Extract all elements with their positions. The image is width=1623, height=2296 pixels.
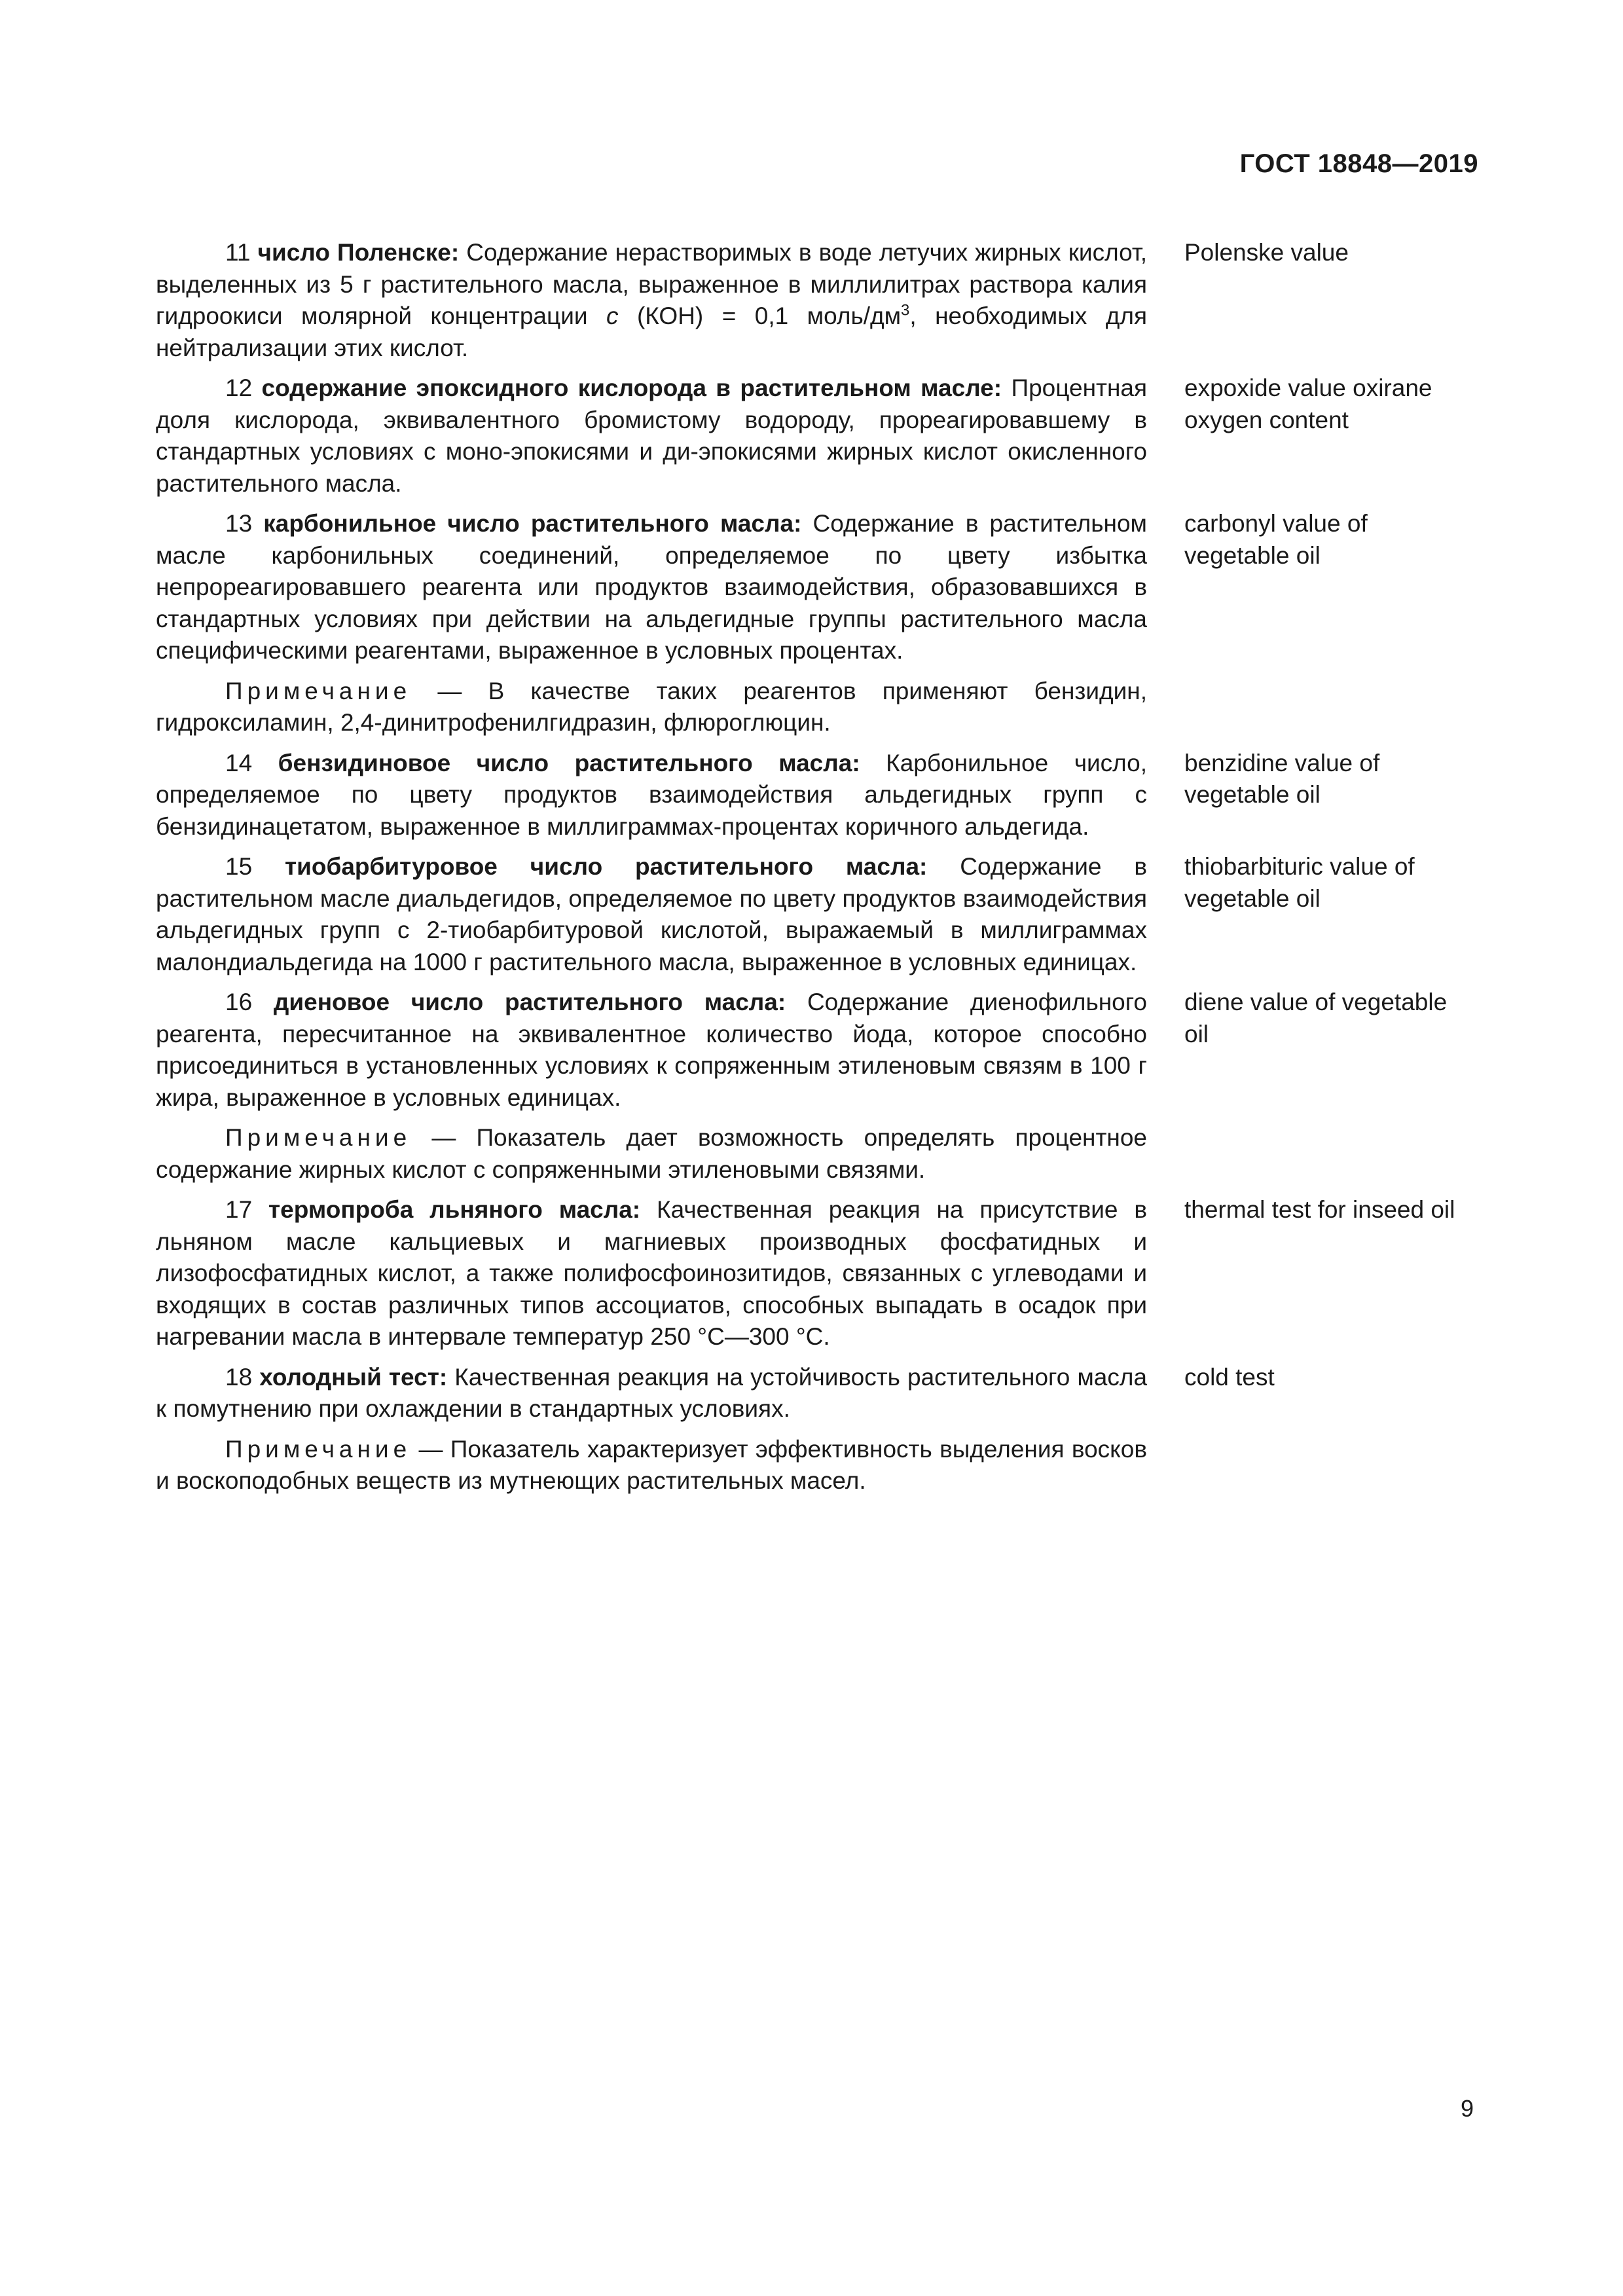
note-text: [156, 1434, 1147, 1497]
note-label: Примечание: [225, 1435, 412, 1463]
term-name: карбонильное число растительного масла:: [263, 510, 802, 537]
terms-section: [156, 237, 1478, 1506]
note-18: [156, 1434, 1478, 1497]
term-entry-16: [156, 987, 1478, 1114]
term-name: тиобарбитуровое число растительного масла:: [285, 853, 928, 880]
term-entry-18: [156, 1362, 1478, 1425]
note-text: [156, 1122, 1147, 1186]
definition-text: Процентная доля кислорода, эквивалентного бромистому водороду, прореагировавшему в стандартных условиях с моно-эпокисями и ди-эпокисями жирных кислот окисленного растительного масла.: [156, 374, 1147, 497]
note-body: — Показатель характеризует эффективность выделения восков и воскоподобных веществ из мутнеющих растительных масел.: [156, 1435, 1148, 1494]
term-number: 17: [225, 1196, 253, 1223]
definition-text: Качественная реакция на присутствие в льняном масле кальциевых и магниевых производных фосфатидных и лизофосфатидных кислот, а также полифосфоинозитидов, связанных с углеводами и входящих в состав различных типов ассоциатов, способных выпадать в осадок при нагревании масла в интервале температур 250 °C—300 °C.: [156, 1196, 1148, 1350]
definition-text: (КОН) = 0,1 моль/дм: [618, 302, 902, 329]
term-name: термопроба льняного масла:: [268, 1196, 641, 1223]
note-13: [156, 676, 1478, 739]
term-number: 18: [225, 1363, 253, 1391]
definition-text: , необходимых для нейтрализации этих кислот.: [156, 302, 1147, 361]
term-definition: [156, 851, 1147, 978]
term-number: 15: [225, 853, 253, 880]
definition-text: Качественная реакция на устойчивость растительного масла к помутнению при охлаждении в стандартных условиях.: [156, 1363, 1148, 1422]
term-definition: [156, 748, 1147, 843]
definition-text: Содержание диенофильного реагента, пересчитанное на эквивалентное количество йода, которое способно присоединиться в установленных условиях к сопряженным этиленовым связям в 100 г жира, выраженное в условных единицах.: [156, 989, 1147, 1111]
definition-text: Содержание в растительном масле диальдегидов, определяемое по цвету продуктов взаимодействия альдегидных групп с 2-тиобарбитуровой кислотой, выражаемый в миллиграммах малондиальдегида на 1000 г растительного масла, выраженное в условных единицах.: [156, 853, 1147, 975]
definition-text: Карбонильное число, определяемое по цвету продуктов взаимодействия альдегидных групп с бензидинацетатом, выраженное в миллиграммах-процентах коричного альдегида.: [156, 749, 1148, 840]
definition-text: Содержание нерастворимых в воде летучих жирных кислот, выделенных из 5 г растительного масла, выраженное в миллилитрах раствора калия гидроокиси молярной концентрации: [156, 239, 1147, 329]
term-number: 13: [225, 510, 253, 537]
term-definition: [156, 508, 1147, 667]
english-equivalent: diene value of vegetable oil: [1184, 989, 1448, 1048]
term-number: 16: [225, 989, 253, 1015]
term-definition: [156, 1362, 1147, 1425]
term-number: 11: [225, 239, 251, 266]
page-number: 9: [1460, 2095, 1474, 2122]
term-entry-13: [156, 508, 1478, 667]
definition-text: Содержание в растительном масле карбонильных соединений, определяемое по цвету избытка непрореагировавшего реагента или продуктов взаимодействия, образовавшихся в стандартных условиях при действии на альдегидные группы растительного масла специфическими реагентами, выраженное в условных процентах.: [156, 510, 1147, 664]
note-body: — Показатель дает возможность определять процентное содержание жирных кислот с сопряженными этиленовыми связями.: [156, 1124, 1147, 1183]
term-entry-14: [156, 748, 1478, 843]
note-label: Примечание: [225, 1124, 412, 1151]
term-number: 12: [225, 374, 253, 401]
term-definition: [156, 373, 1147, 500]
term-entry-11: [156, 237, 1478, 364]
document-header: ГОСТ 18848—2019: [1239, 149, 1478, 178]
note-16: [156, 1122, 1478, 1186]
english-equivalent: thermal test for inseed oil: [1184, 1196, 1455, 1223]
term-name: диеновое число растительного масла:: [273, 989, 786, 1015]
term-entry-17: [156, 1194, 1478, 1353]
definition-variable: c: [606, 302, 619, 329]
term-name: число Поленске:: [257, 239, 460, 266]
english-equivalent: Polenske value: [1184, 239, 1349, 266]
note-label: Примечание: [225, 677, 412, 704]
english-equivalent: cold test: [1184, 1363, 1275, 1391]
term-entry-15: [156, 851, 1478, 978]
term-number: 14: [225, 749, 253, 776]
term-entry-12: [156, 373, 1478, 500]
english-equivalent: expoxide value oxirane oxygen content: [1184, 374, 1432, 433]
term-name: содержание эпоксидного кислорода в растительном масле:: [261, 374, 1002, 401]
term-name: холодный тест:: [259, 1363, 448, 1391]
term-name: бензидиновое число растительного масла:: [278, 749, 860, 776]
note-body: — В качестве таких реагентов применяют бензидин, гидроксиламин, 2,4-динитрофенилгидразин, флюроглюцин.: [156, 677, 1148, 736]
term-definition: [156, 1194, 1147, 1353]
english-equivalent: thiobarbituric value of vegetable oil: [1184, 853, 1415, 912]
english-equivalent: benzidine value of vegetable oil: [1184, 749, 1380, 808]
note-text: [156, 676, 1147, 739]
english-equivalent: carbonyl value of vegetable oil: [1184, 510, 1368, 569]
definition-superscript: 3: [901, 301, 910, 319]
term-definition: [156, 237, 1147, 364]
term-definition: [156, 987, 1147, 1114]
